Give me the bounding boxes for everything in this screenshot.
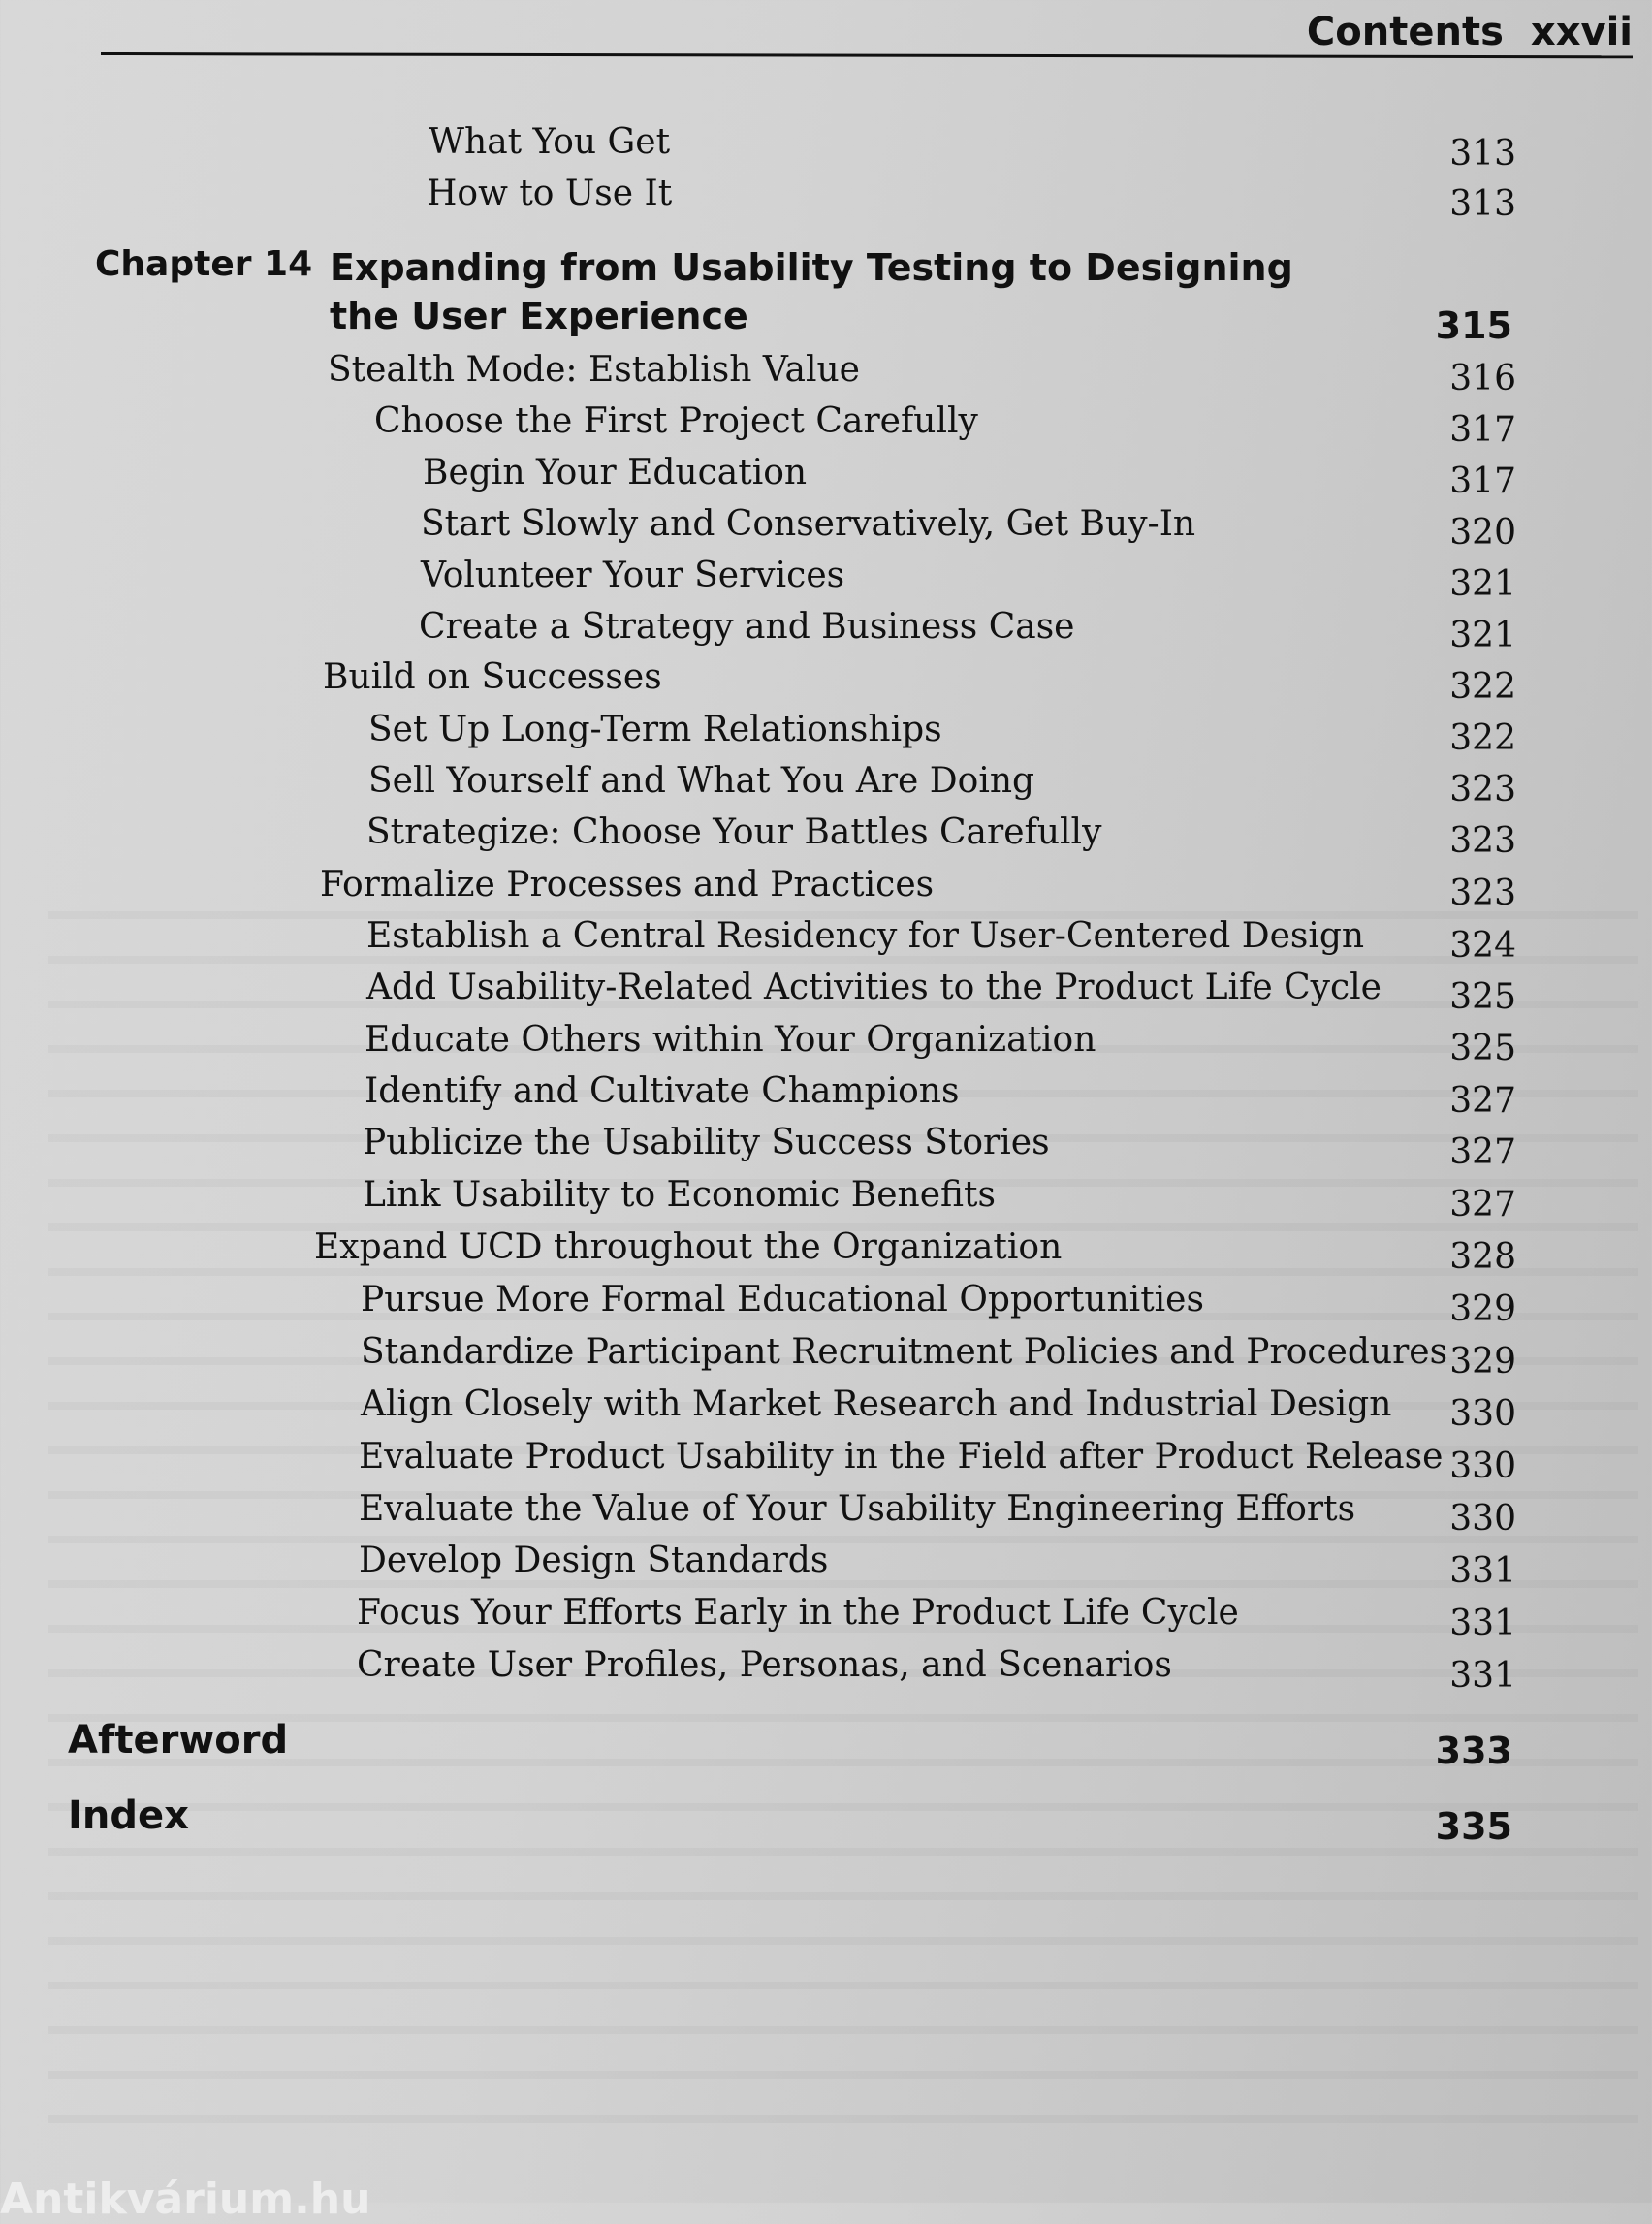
toc-subsubsection-title: Create a Strategy and Business Case [419,607,1075,647]
toc-subsection-title: Educate Others within Your Organization [365,1020,1096,1060]
index-title: Index [68,1794,189,1838]
toc-subsection-title: Align Closely with Market Research and Industrial Design [361,1384,1392,1424]
toc-subsection-title: Develop Design Standards [359,1541,829,1580]
toc-section-page: 328 [1449,1237,1516,1277]
toc-section-title: Build on Successes [323,657,662,697]
chapter-title-line1: Expanding from Usability Testing to Designing [330,246,1293,289]
toc-subsection-page: 317 [1449,410,1516,450]
toc-subsection-page: 324 [1449,926,1516,966]
chapter-title-line2: the User Experience [330,295,748,337]
toc-subsection-page: 331 [1449,1551,1516,1591]
toc-subsubsection-title: Begin Your Education [423,453,808,492]
toc-subsection-title: Link Usability to Economic Benefits [363,1175,996,1215]
toc-subsection-page: 327 [1449,1081,1516,1121]
toc-subsection-title: Strategize: Choose Your Battles Carefully [366,812,1102,852]
toc-section-title: Stealth Mode: Establish Value [328,350,860,390]
toc-subsection-page: 331 [1449,1604,1516,1643]
toc-section-title: Expand UCD throughout the Organization [314,1227,1063,1267]
afterword-title: Afterword [68,1718,289,1763]
toc-entry-page: 313 [1449,184,1516,224]
toc-subsubsection-title: Start Slowly and Conservatively, Get Buy-In [421,504,1196,544]
watermark: Antikvárium.hu [0,2175,371,2224]
toc-subsection-title: Standardize Participant Recruitment Policies and Procedures [361,1332,1448,1372]
toc-subsection-page: 327 [1449,1132,1516,1172]
chapter-label: Chapter 14 [95,244,313,284]
toc-section-page: 322 [1449,667,1516,707]
toc-subsection-page: 322 [1449,718,1516,758]
toc-subsection-title: Pursue More Formal Educational Opportunities [361,1280,1204,1319]
toc-subsubsection-page: 320 [1449,513,1516,553]
toc-subsection-page: 329 [1449,1289,1516,1329]
toc-entry-title: What You Get [429,122,671,162]
toc-subsection-title: Set Up Long-Term Relationships [368,710,942,749]
toc-subsection-page: 323 [1449,821,1516,861]
toc-subsection-page: 325 [1449,977,1516,1017]
toc-entry-page: 313 [1449,134,1516,174]
running-header [1307,10,1633,54]
toc-entry-title: How to Use It [427,174,673,213]
toc-section-title: Formalize Processes and Practices [320,865,935,905]
toc-subsection-page: 330 [1449,1446,1516,1486]
toc-subsubsection-page: 321 [1449,616,1516,655]
toc-subsection-title: Create User Profiles, Personas, and Scenarios [357,1645,1172,1685]
toc-subsection-page: 327 [1449,1185,1516,1224]
toc-subsection-page: 330 [1449,1394,1516,1434]
toc-section-page: 323 [1449,874,1516,913]
toc-subsubsection-page: 321 [1449,564,1516,604]
toc-subsection-title: Identify and Cultivate Champions [365,1071,960,1111]
toc-subsection-title: Establish a Central Residency for User-Centered Design [366,916,1365,956]
toc-subsection-page: 323 [1449,770,1516,810]
toc-subsubsection-title: Volunteer Your Services [421,556,845,595]
toc-subsection-title: Evaluate the Value of Your Usability Engineering Efforts [359,1489,1356,1529]
toc-subsection-title: Choose the First Project Carefully [374,401,978,441]
toc-subsection-page: 325 [1449,1029,1516,1068]
toc-subsubsection-page: 317 [1449,461,1516,501]
toc-subsection-title: Sell Yourself and What You Are Doing [368,761,1035,801]
toc-subsection-page: 329 [1449,1342,1516,1382]
toc-subsection-title: Add Usability-Related Activities to the Product Life Cycle [366,968,1382,1007]
toc-subsection-title: Publicize the Usability Success Stories [363,1123,1050,1162]
chapter-page: 315 [1435,304,1512,347]
index-page: 335 [1435,1805,1512,1848]
header-section: Contents [1306,10,1504,54]
toc-subsection-title: Evaluate Product Usability in the Field after Product Release [359,1437,1444,1477]
toc-subsection-page: 330 [1449,1499,1516,1539]
toc-subsection-page: 331 [1449,1656,1516,1696]
afterword-page: 333 [1435,1730,1512,1772]
toc-subsection-title: Focus Your Efforts Early in the Product Life Cycle [357,1593,1239,1633]
header-folio: xxvii [1530,10,1633,54]
toc-section-page: 316 [1449,359,1516,398]
